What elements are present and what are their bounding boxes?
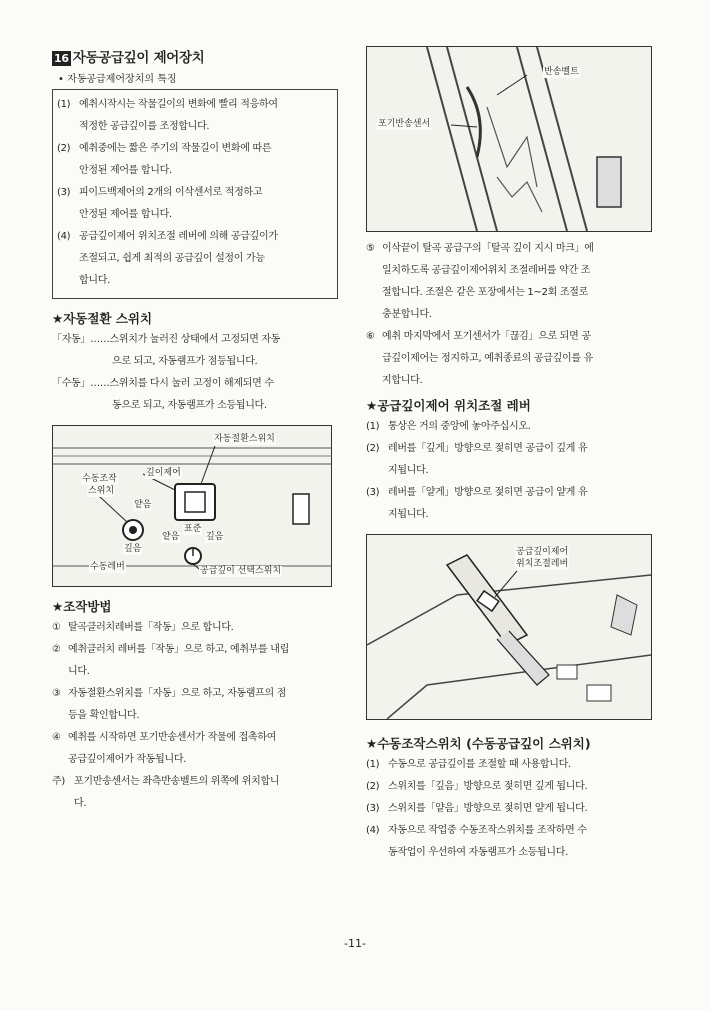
operation-heading: ★조작방법 <box>52 599 112 614</box>
item-line: 피이드백제어의 2개의 이삭센서로 적정하고 <box>79 187 263 198</box>
item-line: 레버를「깊게」방향으로 젖히면 공급이 깊게 유 <box>388 443 588 454</box>
item-line: 포기반송센서는 좌측반송벨트의 위쪽에 위치합니 <box>74 776 280 787</box>
item-line: 자동절환스위치를「자동」으로 하고, 자동램프의 점 <box>68 688 287 699</box>
item-number: (1) <box>57 99 71 110</box>
operation-item <box>52 639 338 683</box>
lever-list <box>366 416 654 526</box>
item-line: 급깊이제어는 정지하고, 예취종료의 공급깊이를 유 <box>382 353 593 364</box>
label-lever-line-1: 공급깊이제어 <box>516 547 569 557</box>
item-line: 안정된 제어를 합니다. <box>79 165 172 176</box>
item-line: 탈곡클러치레버를「작동」으로 합니다. <box>68 622 234 633</box>
switch-panel-figure <box>52 425 332 587</box>
lever-illustration <box>367 535 651 719</box>
manual-switch-list <box>366 754 654 864</box>
auto-switch-heading: ★자동절환 스위치 <box>52 311 153 326</box>
item-line: 공급깊이제어 위치조절 레버에 의해 공급깊이가 <box>79 231 278 242</box>
auto-switch-text <box>52 329 338 417</box>
item-line: 니다. <box>68 666 90 677</box>
section-number-badge: 16 <box>54 52 69 65</box>
item-line: 예취중에는 짧은 주기의 작물길이 변화에 따른 <box>79 143 272 154</box>
item-line: 스위치를「깊음」방향으로 젖히면 깊게 됩니다. <box>388 781 588 792</box>
item-line: 충분합니다. <box>382 309 432 320</box>
item-number: (2) <box>366 443 380 454</box>
feature-item <box>57 138 331 182</box>
manual-switch-item <box>366 776 654 798</box>
item-line: 지됩니다. <box>388 509 429 520</box>
item-line: 적정한 공급깊이를 조정합니다. <box>79 121 210 132</box>
item-line: 다. <box>74 798 87 809</box>
step-item <box>366 238 654 326</box>
feature-item <box>57 182 331 226</box>
belt-sensor-figure <box>366 46 652 232</box>
lever-figure <box>366 534 652 720</box>
steps-5-6 <box>366 238 654 392</box>
item-line: 예취 마지막에서 포기센서가「끊김」으로 되면 공 <box>382 331 591 342</box>
manual-switch-heading: ★수동조작스위치 (수동공급깊이 스위치) <box>366 736 591 751</box>
text-line: 으로 되고, 자동램프가 점등됩니다. <box>112 356 258 367</box>
features-box <box>52 89 338 299</box>
lever-item <box>366 482 654 526</box>
item-line: 지합니다. <box>382 375 423 386</box>
label-switch: 스위치 <box>88 486 115 496</box>
belt-sensor-illustration <box>367 47 651 231</box>
item-number: ④ <box>52 732 61 743</box>
label-depth-select-switch: 공급깊이 선택스위치 <box>200 566 282 576</box>
manual-switch-item <box>366 820 654 864</box>
item-number: (1) <box>366 421 380 432</box>
operation-list <box>52 617 338 815</box>
lever-heading: ★공급깊이제어 위치조절 레버 <box>366 398 531 413</box>
page-number: -11- <box>344 937 366 950</box>
lever-item <box>366 438 654 482</box>
item-line: 등을 확인합니다. <box>68 710 140 721</box>
item-line: 조절되고, 쉽게 최적의 공급깊이 설정이 가능 <box>79 253 265 264</box>
features-bullet: • 자동공급제어장치의 특징 <box>58 74 177 85</box>
label-manual-lever: 수동레버 <box>90 562 125 572</box>
manual-switch-item <box>366 754 654 776</box>
item-number: ① <box>52 622 61 633</box>
operation-item <box>52 727 338 771</box>
item-number: (3) <box>366 487 380 498</box>
section-title-text: 자동공급깊이 제어장치 <box>72 50 205 66</box>
item-line: 지됩니다. <box>388 465 429 476</box>
item-line: 예취를 시작하면 포기반송센서가 작물에 접촉하여 <box>68 732 277 743</box>
item-line: 동작업이 우선하여 자동램프가 소등됩니다. <box>388 847 568 858</box>
item-line: 통상은 거의 중앙에 놓아주십시오. <box>388 421 531 432</box>
label-deep-2: 깊음 <box>124 544 142 554</box>
feature-item <box>57 94 331 138</box>
lever-item <box>366 416 654 438</box>
label-lever-line-2: 위치조절레버 <box>516 559 569 569</box>
item-number: (3) <box>57 187 71 198</box>
note-marker: 주) <box>52 776 65 787</box>
item-line: 합니다. <box>79 275 110 286</box>
text-line: 동으로 되고, 자동램프가 소등됩니다. <box>112 400 267 411</box>
item-number: ⑥ <box>366 331 375 342</box>
section-title <box>52 46 338 66</box>
right-column <box>366 46 654 864</box>
operation-item <box>52 683 338 727</box>
item-line: 레버를「얕게」방향으로 젖히면 공급이 얕게 유 <box>388 487 588 498</box>
item-line: 수동으로 공급깊이를 조절할 때 사용합니다. <box>388 759 571 770</box>
operation-note <box>52 771 338 815</box>
item-line: 이삭끝이 탈곡 공급구의「탈곡 깊이 지시 마크」에 <box>382 243 594 254</box>
label-shallow: 얕음 <box>134 500 152 510</box>
label-auto-switch: 자동절환스위치 <box>214 434 275 444</box>
item-number: (1) <box>366 759 380 770</box>
item-number: (3) <box>366 803 380 814</box>
item-number: ③ <box>52 688 61 699</box>
item-number: (2) <box>57 143 71 154</box>
item-line: 안정된 제어를 합니다. <box>79 209 172 220</box>
item-number: ② <box>52 644 61 655</box>
label-depth-control: 깊이제어 <box>146 468 181 478</box>
label-conveyor-belt: 반송벨트 <box>544 67 579 77</box>
operation-item <box>52 617 338 639</box>
label-shallow-2: 얕음 <box>162 532 180 542</box>
item-number: (4) <box>366 825 380 836</box>
item-line: 공급깊이제어가 작동됩니다. <box>68 754 187 765</box>
feature-item <box>57 226 331 292</box>
item-number: (4) <box>57 231 71 242</box>
item-line: 예취시작시는 작물길이의 변화에 빨리 적응하여 <box>79 99 278 110</box>
item-line: 자동으로 작업중 수동조작스위치를 조작하면 수 <box>388 825 587 836</box>
manual-switch-item <box>366 798 654 820</box>
item-number: (2) <box>366 781 380 792</box>
item-line: 절합니다. 조절은 같은 포장에서는 1~2회 조절로 <box>382 287 588 298</box>
item-line: 예취클러치 레버를「작동」으로 하고, 예취부를 내립 <box>68 644 289 655</box>
text-line: 「수동」……스위치를 다시 눌러 고정이 해제되면 수 <box>52 378 274 389</box>
step-item <box>366 326 654 392</box>
left-column <box>52 46 338 815</box>
item-number: ⑤ <box>366 243 375 254</box>
label-standard: 표준 <box>184 524 202 534</box>
label-plant-sensor: 포기반송센서 <box>378 119 431 129</box>
label-manual-op: 수동조작 <box>82 474 117 484</box>
label-deep: 깊음 <box>206 532 224 542</box>
item-line: 일치하도록 공급깊이제어위치 조절레버를 약간 조 <box>382 265 591 276</box>
text-line: 「자동」……스위치가 눌러진 상태에서 고정되면 자동 <box>52 334 281 345</box>
item-line: 스위치를「얕음」방향으로 젖히면 얕게 됩니다. <box>388 803 588 814</box>
